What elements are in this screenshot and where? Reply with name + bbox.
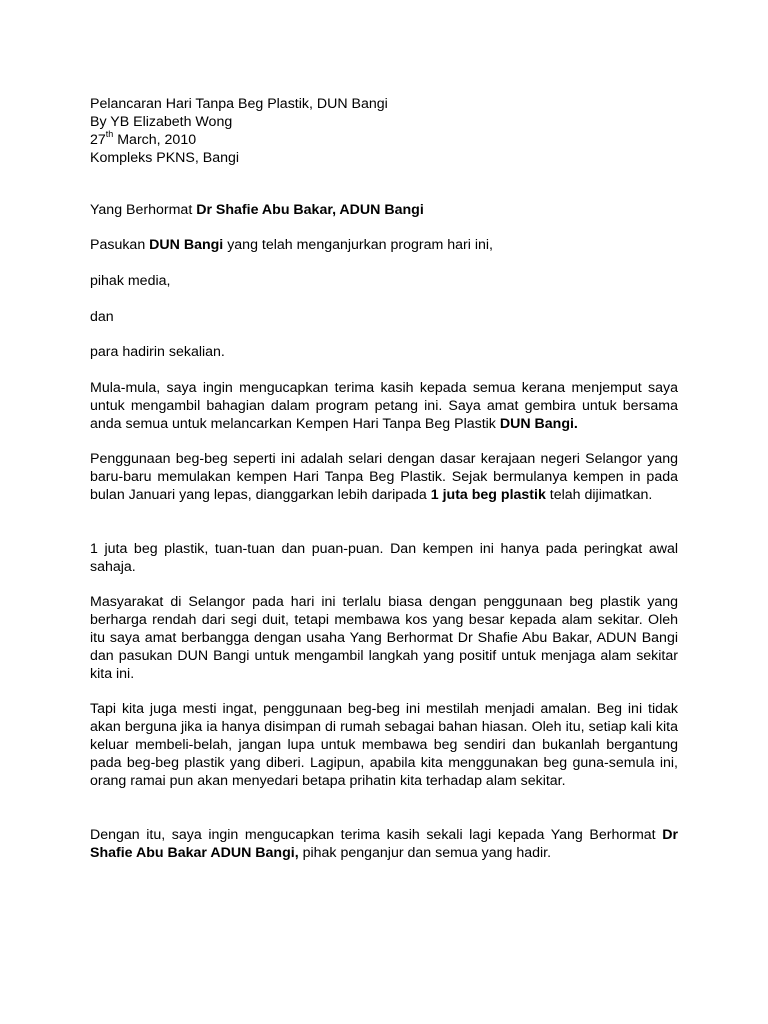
speech-title: Pelancaran Hari Tanpa Beg Plastik, DUN Bangi	[90, 96, 388, 112]
paragraph-5: Tapi kita juga mesti ingat, penggunaan beg-beg ini mestilah menjadi amalan. Beg ini tidak akan berguna jika ia hanya disimpan di rumah sebagai bahan hiasan. Oleh itu, setiap kali kita keluar membeli-belah, jangan lupa untuk membawa beg sendiri dan bukanlah bergantung pada beg-beg plastik yang diberi. Lagipun, apabila kita menggunakan beg guna-semula ini, orang ramai pun akan menyedari betapa prihatin kita terhadap alam sekitar.	[90, 701, 678, 789]
paragraph-bold: DUN Bangi.	[499, 416, 578, 432]
paragraph-3: 1 juta beg plastik, tuan-tuan dan puan-puan. Dan kempen ini hanya pada peringkat awal sahaja.	[90, 541, 678, 575]
salutation-text: yang telah menganjurkan program hari ini,	[223, 237, 493, 253]
speech-author: By YB Elizabeth Wong	[90, 114, 233, 130]
paragraph-2	[90, 450, 678, 504]
salutation-text: Yang Berhormat	[90, 202, 197, 218]
salutation-text: Pasukan	[90, 237, 150, 253]
paragraph-1	[90, 379, 678, 433]
speech-venue: Kompleks PKNS, Bangi	[90, 150, 240, 166]
paragraph-6	[90, 826, 678, 862]
document-header	[90, 95, 690, 167]
salutation-audience: para hadirin sekalian.	[90, 344, 225, 360]
date-month-year: March, 2010	[113, 132, 197, 148]
paragraph-text: Mula-mula, saya ingin mengucapkan terima kasih kepada semua kerana menjemput saya untuk mengambil bahagian dalam program petang ini. Saya amat gembira untuk bersama anda semua untuk melancarkan Kempen Hari Tanpa Beg Plastik	[90, 380, 678, 432]
salutation-name: DUN Bangi	[149, 237, 224, 253]
salutation-name: Dr Shafie Abu Bakar, ADUN Bangi	[196, 202, 424, 218]
paragraph-text: pihak penganjur dan semua yang hadir.	[298, 845, 552, 861]
paragraph-4: Masyarakat di Selangor pada hari ini terlalu biasa dengan penggunaan beg plastik yang berharga rendah dari segi duit, tetapi membawa kos yang besar kepada alam sekitar. Oleh itu saya amat berbangga dengan usaha Yang Berhormat Dr Shafie Abu Bakar, ADUN Bangi dan pasukan DUN Bangi untuk mengambil langkah yang positif untuk menjaga alam sekitar kita ini.	[90, 594, 678, 682]
paragraph-text: Dengan itu, saya ingin mengucapkan terima kasih sekali lagi kepada Yang Berhormat	[90, 827, 663, 843]
date-day: 27	[90, 132, 106, 148]
paragraph-bold: 1 juta beg plastik	[430, 487, 546, 503]
paragraph-text: telah dijimatkan.	[545, 487, 653, 503]
salutation-team	[90, 236, 678, 254]
salutation-media: pihak media,	[90, 273, 171, 289]
date-suffix: th	[105, 129, 114, 140]
salutation-yb	[90, 201, 678, 219]
paragraph-text: Penggunaan beg-beg seperti ini adalah selari dengan dasar kerajaan negeri Selangor yang baru-baru memulakan kempen Hari Tanpa Beg Plastik. Sejak bermulanya kempen in pada bulan Januari yang lepas, dianggarkan lebih daripada	[90, 451, 678, 503]
paragraph-bold: Dr Shafie Abu Bakar ADUN Bangi,	[90, 827, 678, 861]
speech-date	[90, 131, 690, 149]
salutation-and: dan	[90, 309, 114, 325]
